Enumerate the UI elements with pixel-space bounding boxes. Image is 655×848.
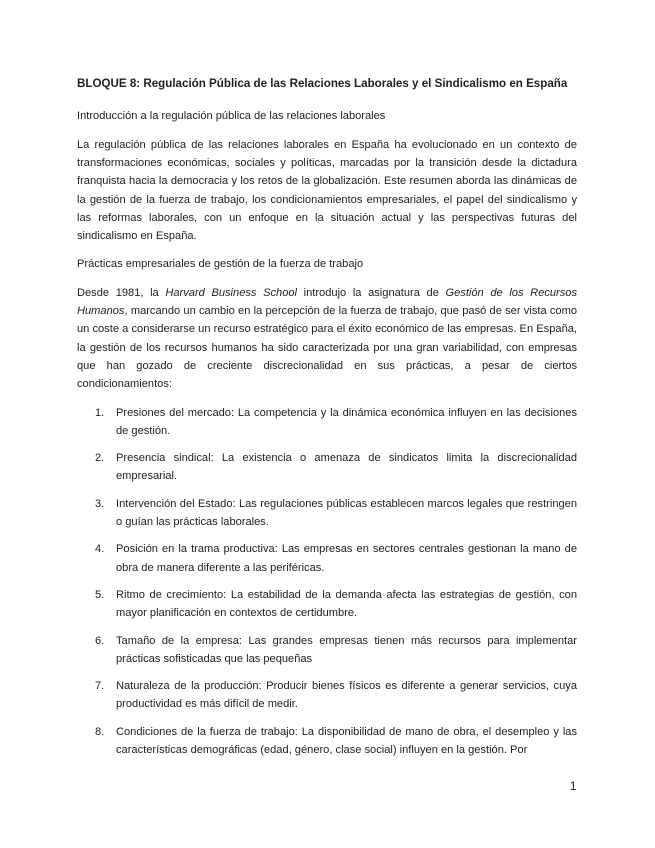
page-content	[77, 75, 577, 768]
conditions-list	[77, 404, 577, 760]
list-item	[77, 404, 577, 441]
list-item	[77, 495, 577, 532]
list-text: Ritmo de crecimiento: La estabilidad de la demanda afecta las estrategias de gestión, con mayor planificación en contextos de certidumbre.	[116, 588, 577, 620]
list-number: 2.	[95, 452, 105, 465]
list-number: 4.	[95, 543, 105, 556]
section-heading-practices: Prácticas empresariales de gestión de la fuerza de trabajo	[77, 258, 364, 271]
list-item	[77, 677, 577, 714]
list-text: Tamaño de la empresa: Las grandes empresas tienen más recursos para implementar prácticas sofisticadas que las pequeñas	[116, 634, 577, 665]
practices-text-3: , marcando un cambio en la percepción de la fuerza de trabajo, que pasó de ser vista como un coste a considerarse un recurso estratégico para el éxito económico de las empresas. En España, la gestión de los recursos humanos ha sido caracterizada por una gran variabilidad, con empresas que han gozado de creciente discrecionalidad en sus prácticas, a pesar de ciertos condicionamientos:	[77, 305, 577, 391]
section-heading-intro: Introducción a la regulación pública de las relaciones laborales	[77, 110, 386, 123]
list-number: 5.	[95, 588, 105, 601]
practices-italic-hbs: Harvard Business School	[165, 286, 298, 299]
page-number: 1	[570, 781, 577, 793]
list-item	[77, 723, 577, 760]
list-text: Posición en la trama productiva: Las empresas en sectores centrales gestionan la mano de obra de manera diferente a las periféricas.	[116, 543, 577, 574]
list-text: Naturaleza de la producción: Producir bienes físicos es diferente a generar servicios, cuya productividad es más difícil de medir.	[116, 680, 577, 711]
list-number: 1.	[95, 406, 105, 419]
list-text: Condiciones de la fuerza de trabajo: La disponibilidad de mano de obra, el desempleo y las características demográficas (edad, género, clase social) influyen en la gestión. Por	[116, 725, 577, 757]
list-text: Intervención del Estado: Las regulaciones públicas establecen marcos legales que restringen o guían las prácticas laborales.	[116, 497, 577, 529]
document-title: BLOQUE 8: Regulación Pública de las Relaciones Laborales y el Sindicalismo en España	[77, 77, 568, 90]
practices-text-2: introdujo la asignatura de	[297, 286, 446, 299]
practices-text-1: Desde 1981, la	[77, 286, 166, 299]
list-number: 7.	[95, 680, 105, 693]
list-item	[77, 449, 577, 486]
list-number: 6.	[95, 634, 105, 647]
practices-italic-grh: Gestión de los Recursos Humanos	[77, 286, 577, 318]
list-item	[77, 586, 577, 623]
list-number: 3.	[95, 497, 105, 510]
list-number: 8.	[95, 725, 105, 738]
list-item	[77, 540, 577, 577]
practices-paragraph	[77, 284, 577, 394]
list-item	[77, 632, 577, 669]
list-text: Presiones del mercado: La competencia y la dinámica económica influyen en las decisiones de gestión.	[116, 406, 577, 437]
intro-paragraph: La regulación pública de las relaciones laborales en España ha evolucionado en un contexto de transformaciones económicas, sociales y políticas, marcadas por la transición desde la dictadura franquista hacia la democracia y los retos de la globalización. Este resumen aborda las dinámicas de la gestión de la fuerza de trabajo, los condicionamientos empresariales, el papel del sindicalismo y las reformas laborales, con un enfoque en la situación actual y las perspectivas futuras del sindicalismo en España.	[77, 138, 577, 243]
list-text: Presencia sindical: La existencia o amenaza de sindicatos limita la discrecionalidad empresarial.	[116, 452, 577, 483]
